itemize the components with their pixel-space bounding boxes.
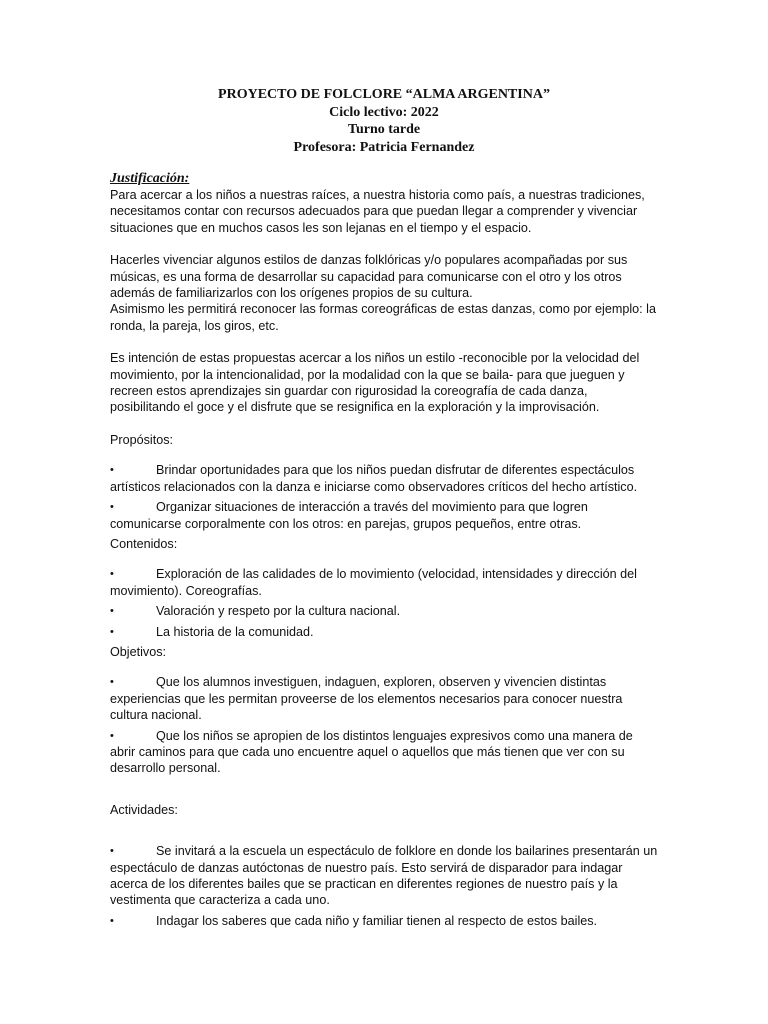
list-item — [110, 843, 658, 909]
actividad-2: Indagar los saberes que cada niño y familiar tienen al respecto de estos bailes. — [156, 913, 598, 928]
bullet-icon: • — [110, 625, 114, 638]
bullet-icon: • — [110, 845, 114, 858]
shift: Turno tarde — [347, 122, 421, 137]
justificacion-paragraph-4: Es intención de estas propuestas acercar a los niños un estilo -reconocible por la velocidad del movimiento, por la intencionalidad, por la modalidad con la que se baila- para que jueguen y recreen estos aprendizajes sin guardar con rigurosidad la coreografía de cada danza, posibilitando el goce y el disfrute que se resignifica en la exploración y la improvisación. — [110, 351, 640, 415]
list-item — [110, 674, 658, 723]
bullet-icon: • — [110, 501, 114, 514]
list-item — [110, 499, 658, 532]
justificacion-heading: Justificación: — [110, 171, 190, 186]
objetivo-1: Que los alumnos investiguen, indaguen, exploren, observen y vivencien distintas experiencias que les permitan proveerse de los elementos necesarios para conocer nuestra cultura nacional. — [110, 675, 623, 723]
contenido-3: La historia de la comunidad. — [156, 624, 314, 639]
list-item — [110, 603, 658, 619]
propositos-heading: Propósitos: — [110, 432, 173, 447]
bullet-icon: • — [110, 729, 114, 742]
justificacion-paragraph-1: Para acercar a los niños a nuestras raíces, a nuestra historia como país, a nuestras tradiciones, necesitamos contar con recursos adecuados para que puedan llegar a comprender y vivenciar situaciones que en muchos casos les son lejanas en el tiempo y el espacio. — [110, 188, 645, 235]
proposito-2: Organizar situaciones de interacción a través del movimiento para que logren comunicarse corporalmente con los otros: en parejas, grupos pequeños, entre otras. — [110, 500, 588, 531]
bullet-icon: • — [110, 464, 114, 477]
actividad-1: Se invitará a la escuela un espectáculo de folklore en donde los bailarines presentarán un espectáculo de danzas autóctonas de nuestro país. Esto servirá de disparador para indagar acerca de los diferentes bailes que se practican en diferentes regiones de nuestro país y la vestimenta que caracteriza a cada uno. — [110, 844, 658, 908]
school-year: Ciclo lectivo: 2022 — [329, 104, 439, 120]
list-item — [110, 624, 658, 640]
bullet-icon: • — [110, 676, 114, 689]
project-title: PROYECTO DE FOLCLORE “ALMA ARGENTINA” — [218, 87, 550, 102]
contenido-2: Valoración y respeto por la cultura nacional. — [156, 604, 401, 619]
teacher: Profesora: Patricia Fernandez — [293, 139, 475, 155]
justificacion-paragraph-2: Hacerles vivenciar algunos estilos de danzas folklóricas y/o populares acompañadas por sus músicas, es una forma de desarrollar su capacidad para comunicarse con el otro y los otros además de familiarizarlos con los orígenes propios de su cultura. — [110, 253, 628, 301]
bullet-icon: • — [110, 914, 114, 927]
actividades-heading: Actividades: — [110, 802, 178, 817]
contenidos-heading: Contenidos: — [110, 536, 178, 551]
bullet-icon: • — [110, 605, 114, 618]
objetivos-heading: Objetivos: — [110, 644, 166, 659]
justificacion-paragraph-3: Asimismo les permitirá reconocer las formas coreográficas de estas danzas, como por ejemplo: la ronda, la pareja, los giros, etc. — [110, 302, 656, 333]
bullet-icon: • — [110, 568, 114, 581]
objetivo-2: Que los niños se apropien de los distintos lenguajes expresivos como una manera de abrir caminos para que cada uno encuentre aquel o aquellos que más tienen que ver con su desarrollo personal. — [110, 728, 633, 776]
list-item — [110, 566, 658, 599]
list-item — [110, 462, 658, 495]
list-item — [110, 913, 658, 929]
proposito-1: Brindar oportunidades para que los niños puedan disfrutar de diferentes espectáculos artísticos relacionados con la danza e iniciarse como observadores críticos del hecho artístico. — [110, 463, 638, 494]
document-header — [110, 86, 658, 156]
list-item — [110, 728, 658, 777]
contenido-1: Exploración de las calidades de lo movimiento (velocidad, intensidades y dirección del movimiento). Coreografías. — [110, 567, 637, 598]
